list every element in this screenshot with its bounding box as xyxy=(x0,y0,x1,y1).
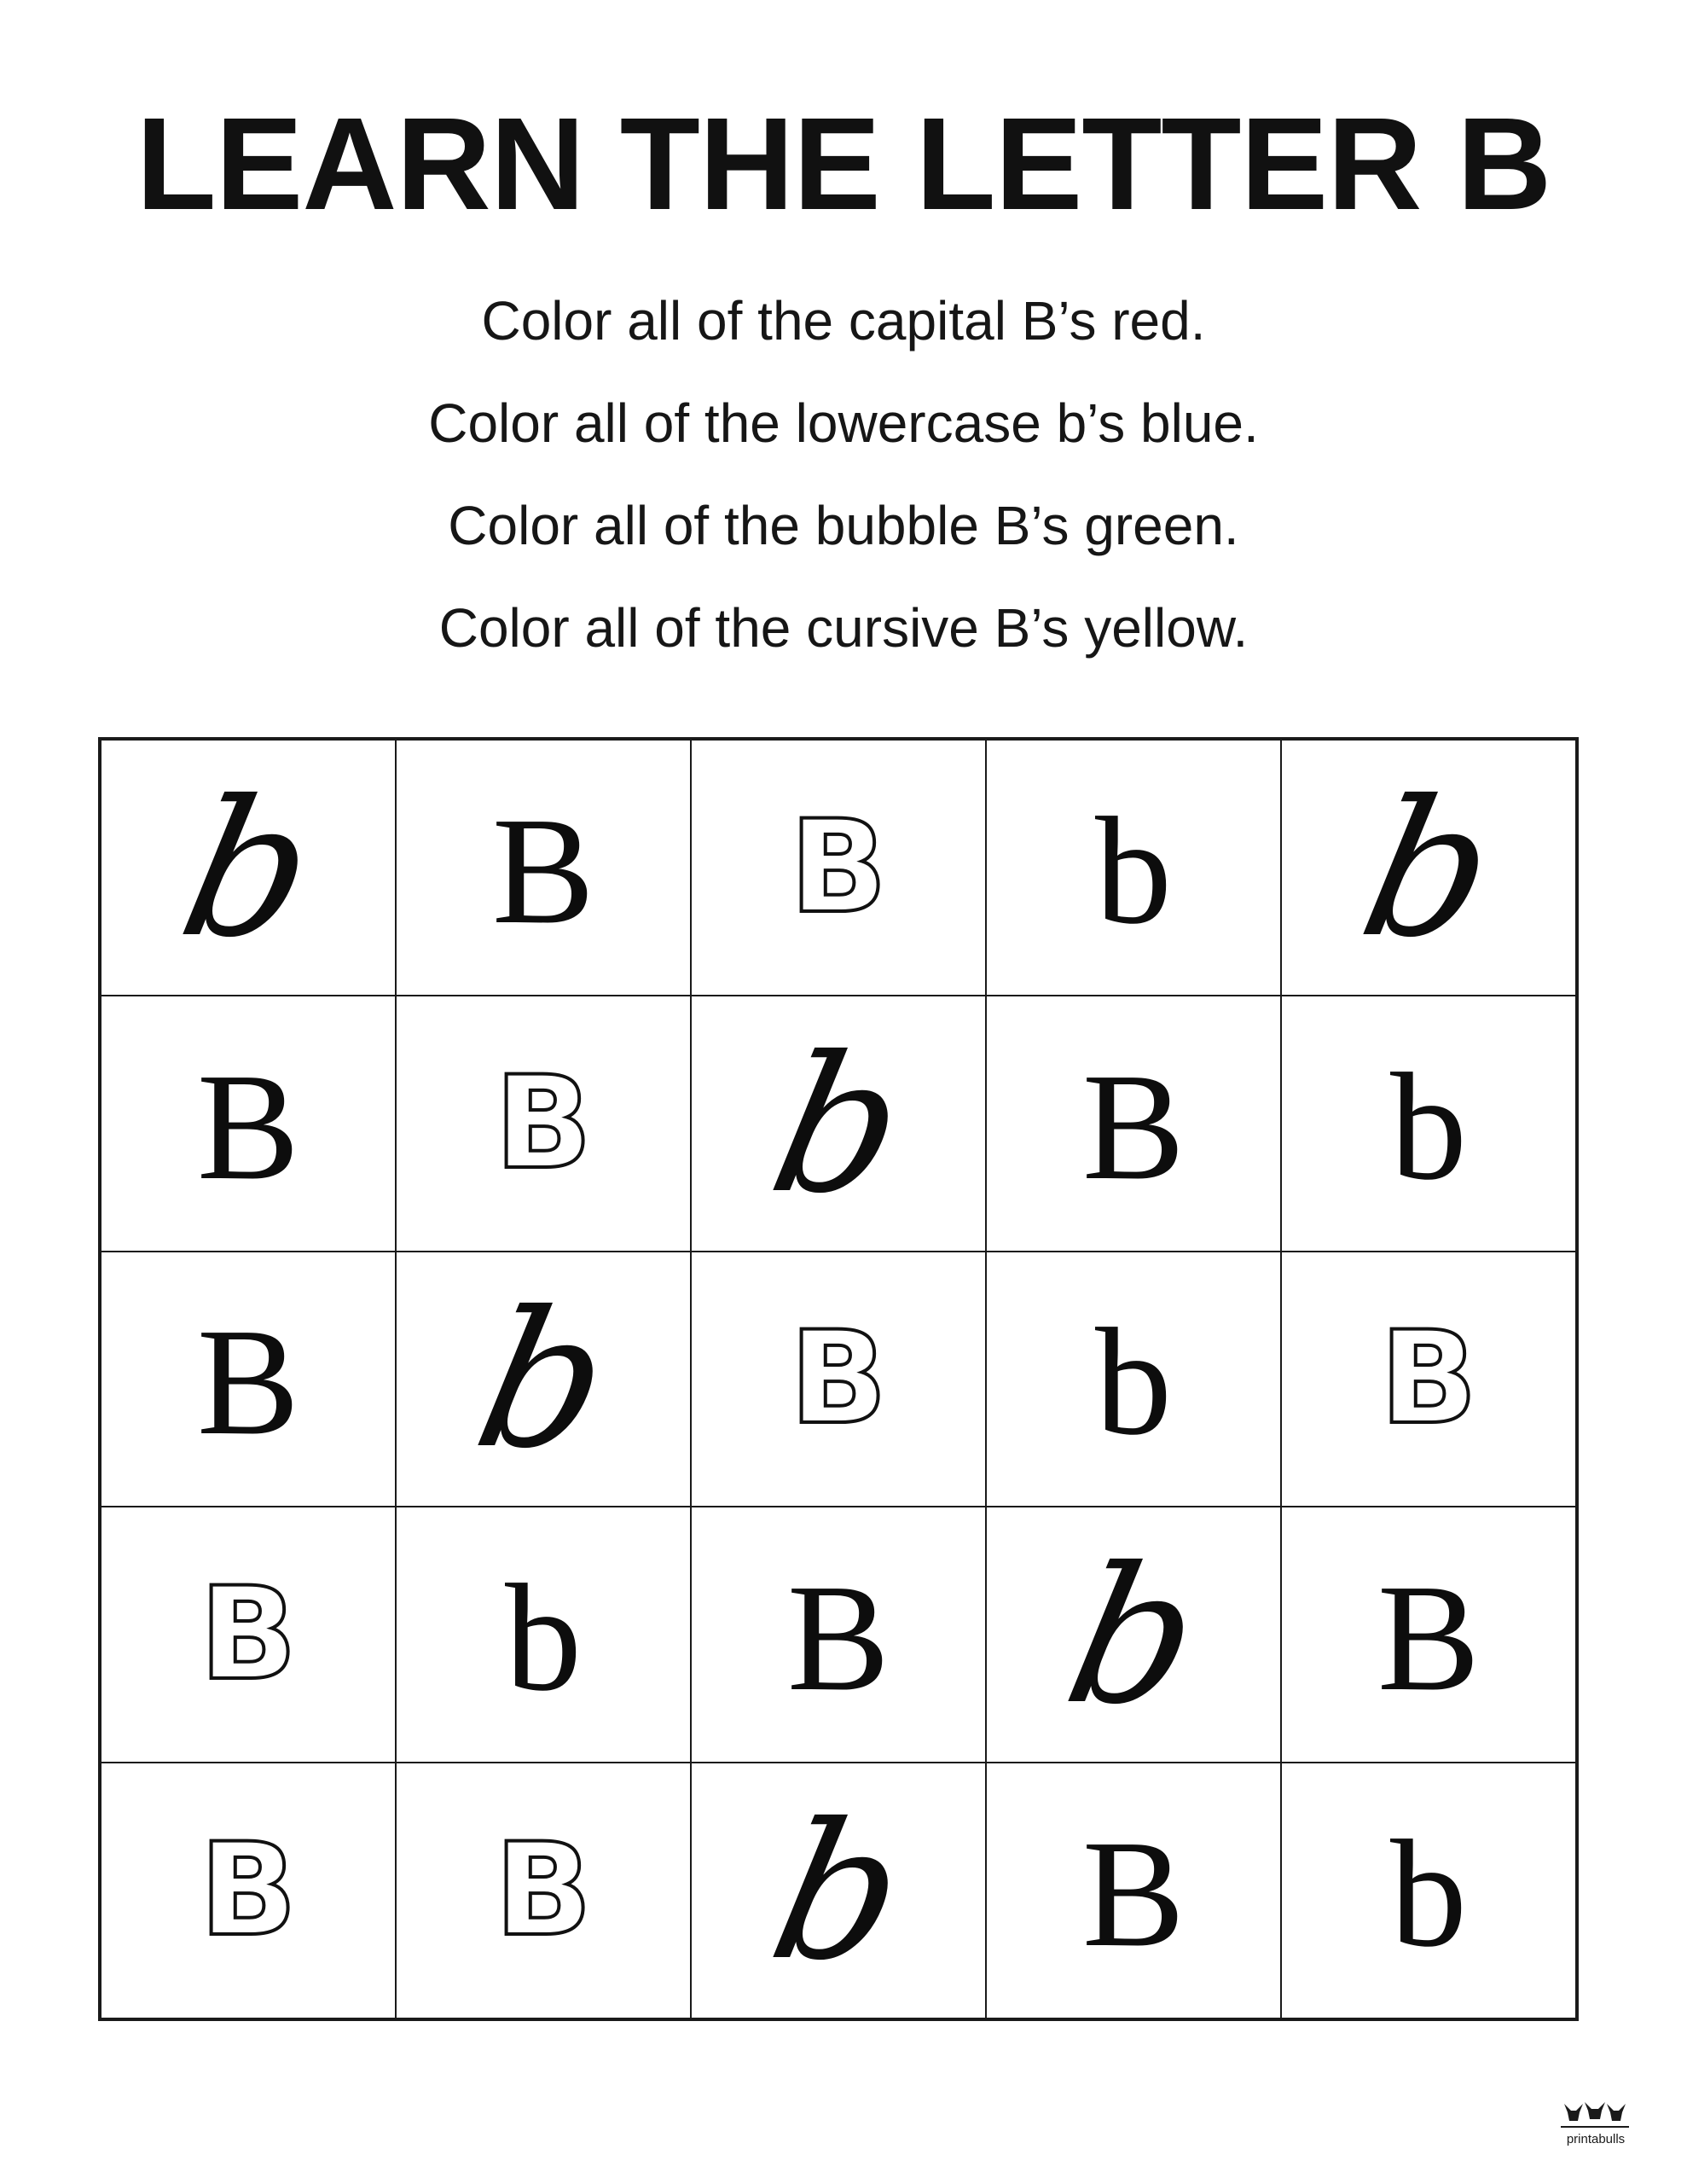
grid-cell[interactable] xyxy=(101,1507,396,1763)
lower-letter: b xyxy=(1390,1809,1467,1979)
grid-cell[interactable] xyxy=(1281,1252,1576,1507)
capital-letter: B xyxy=(786,1553,890,1723)
letter-grid xyxy=(98,737,1579,2021)
cursive-letter: b xyxy=(460,1271,627,1490)
capital-letter: B xyxy=(491,785,595,956)
grid-cell[interactable] xyxy=(101,740,396,996)
instruction-line: Color all of the bubble B’s green. xyxy=(448,495,1239,556)
bubble-letter: B xyxy=(789,1304,888,1454)
grid-cell[interactable] xyxy=(396,996,691,1252)
cursive-letter: b xyxy=(165,759,332,979)
grid-cell[interactable] xyxy=(986,1252,1281,1507)
cursive-letter: b xyxy=(1050,1527,1217,1746)
grid-cell[interactable] xyxy=(986,1763,1281,2018)
cursive-letter: b xyxy=(755,1015,922,1234)
grid-cell[interactable] xyxy=(986,996,1281,1252)
lower-letter: b xyxy=(1095,785,1172,956)
grid-cell[interactable] xyxy=(691,1507,986,1763)
bubble-letter: B xyxy=(199,1816,298,1966)
bull-heads-logo-icon xyxy=(1557,2092,1634,2152)
cursive-letter: b xyxy=(755,1783,922,2002)
instruction-line: Color all of the capital B’s red. xyxy=(481,290,1206,351)
capital-letter: B xyxy=(196,1041,300,1211)
capital-letter: B xyxy=(1081,1041,1186,1211)
grid-cell[interactable] xyxy=(101,1763,396,2018)
grid-cell[interactable] xyxy=(986,740,1281,996)
logo-text: printabulls xyxy=(1566,2132,1626,2146)
grid-cell[interactable] xyxy=(1281,740,1576,996)
lower-letter: b xyxy=(505,1553,582,1723)
capital-letter: B xyxy=(196,1297,300,1467)
bubble-letter: B xyxy=(494,1816,593,1966)
instructions-list xyxy=(0,270,1687,679)
cursive-letter: b xyxy=(1345,759,1512,979)
grid-cell[interactable] xyxy=(691,996,986,1252)
page-title: LEARN THE LETTER B xyxy=(136,90,1551,237)
bubble-letter: B xyxy=(494,1048,593,1198)
grid-cell[interactable] xyxy=(691,1763,986,2018)
grid-cell[interactable] xyxy=(396,1252,691,1507)
printabulls-logo xyxy=(1557,2092,1634,2152)
lower-letter: b xyxy=(1390,1041,1467,1211)
bubble-letter: B xyxy=(1379,1304,1478,1454)
grid-cell[interactable] xyxy=(1281,1763,1576,2018)
bubble-letter: B xyxy=(199,1560,298,1710)
grid-cell[interactable] xyxy=(396,1507,691,1763)
instruction-line: Color all of the lowercase b’s blue. xyxy=(428,392,1259,454)
grid-cell[interactable] xyxy=(691,740,986,996)
grid-cell[interactable] xyxy=(1281,1507,1576,1763)
instruction-line: Color all of the cursive B’s yellow. xyxy=(438,597,1249,659)
grid-cell[interactable] xyxy=(986,1507,1281,1763)
grid-cell[interactable] xyxy=(1281,996,1576,1252)
grid-cell[interactable] xyxy=(691,1252,986,1507)
grid-cell[interactable] xyxy=(101,996,396,1252)
capital-letter: B xyxy=(1081,1809,1186,1979)
grid-cell[interactable] xyxy=(396,740,691,996)
capital-letter: B xyxy=(1377,1553,1481,1723)
grid-cell[interactable] xyxy=(396,1763,691,2018)
grid-cell[interactable] xyxy=(101,1252,396,1507)
bubble-letter: B xyxy=(789,793,888,942)
lower-letter: b xyxy=(1095,1297,1172,1467)
